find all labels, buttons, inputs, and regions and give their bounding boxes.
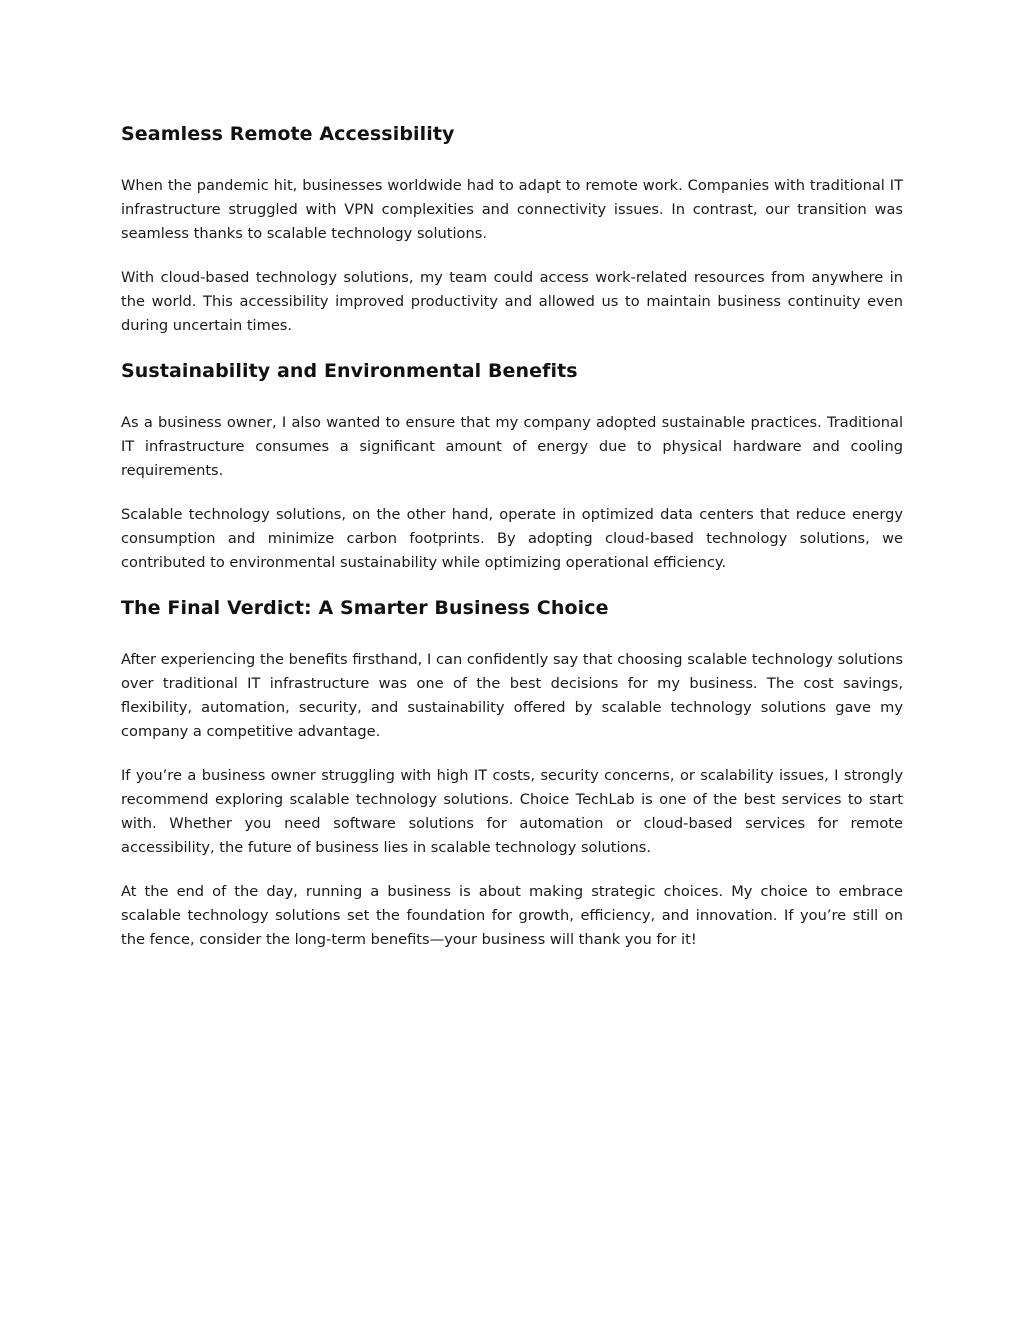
paragraph: If you’re a business owner struggling with high IT costs, security concerns, or scalability issues, I strongly recommend exploring scalable technology solutions. Choice TechLab is one of the best services to start with. Whether you need software solutions for automation or cloud-based services for remote accessibility, the future of business lies in scalable technology solutions. [121, 767, 903, 856]
paragraph: As a business owner, I also wanted to ensure that my company adopted sustainable practices. Traditional IT infrastructure consumes a significant amount of energy due to physical hardware and cooling requirements. [121, 414, 903, 479]
paragraph: When the pandemic hit, businesses worldwide had to adapt to remote work. Companies with traditional IT infrastructure struggled with VPN complexities and connectivity issues. In contrast, our transition was seamless thanks to scalable technology solutions. [121, 177, 903, 242]
paragraph: After experiencing the benefits firsthand, I can confidently say that choosing scalable technology solutions over traditional IT infrastructure was one of the best decisions for my business. The cost savings, flexibility, automation, security, and sustainability offered by scalable technology solutions gave my company a competitive advantage. [121, 651, 903, 740]
paragraph: Scalable technology solutions, on the other hand, operate in optimized data centers that reduce energy consumption and minimize carbon footprints. By adopting cloud-based technology solutions, we contributed to environmental sustainability while optimizing operational efficiency. [121, 506, 903, 571]
document-page [121, 118, 903, 952]
paragraph: At the end of the day, running a business is about making strategic choices. My choice to embrace scalable technology solutions set the foundation for growth, efficiency, and innovation. If you’re still on the fence, consider the long-term benefits—your business will thank you for it! [121, 883, 903, 948]
section-sustainability [121, 355, 903, 575]
section-heading: Sustainability and Environmental Benefits [121, 360, 578, 382]
section-final-verdict [121, 592, 903, 952]
section-heading: The Final Verdict: A Smarter Business Choice [121, 597, 609, 619]
paragraph: With cloud-based technology solutions, my team could access work-related resources from anywhere in the world. This accessibility improved productivity and allowed us to maintain business continuity even during uncertain times. [121, 269, 903, 334]
section-remote-accessibility [121, 118, 903, 338]
section-heading: Seamless Remote Accessibility [121, 123, 455, 145]
